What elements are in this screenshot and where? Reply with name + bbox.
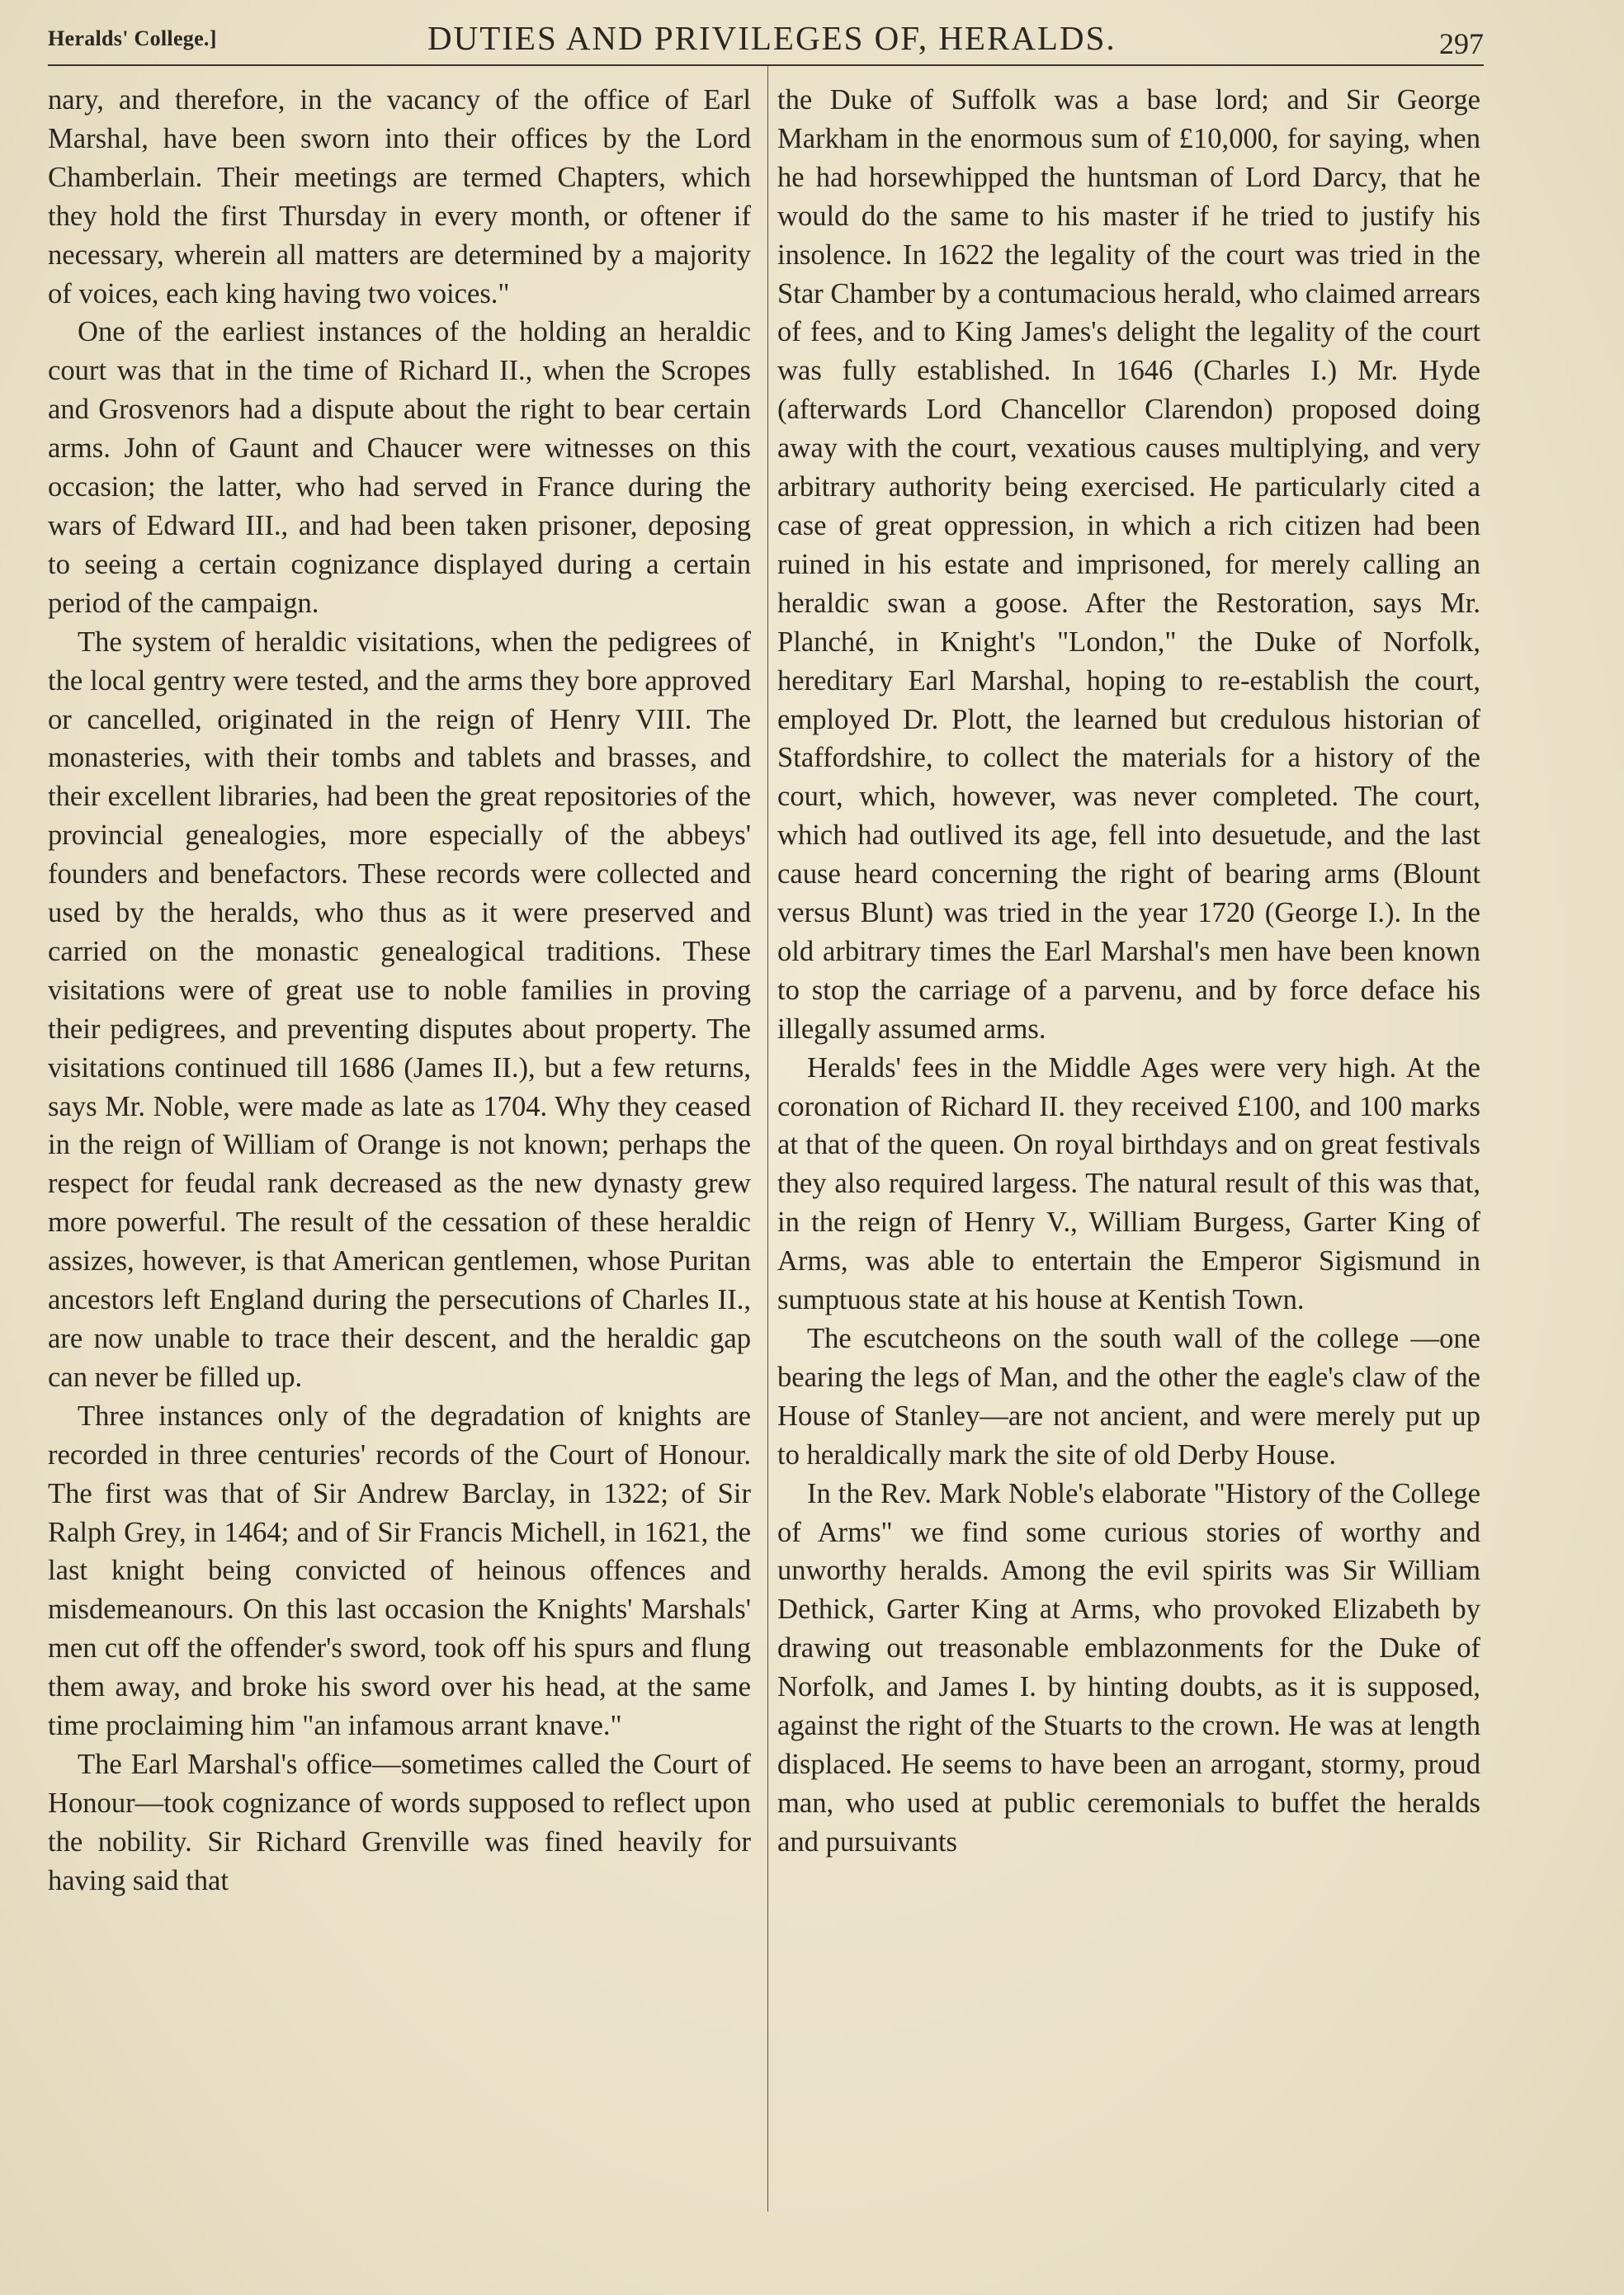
running-head: Heralds' College.] xyxy=(48,26,217,50)
paragraph: Three instances only of the degradation of knights are recorded in three centuries' records of the Court of Honour. The first was that of Sir Andrew Barclay, in 1322; of Sir Ralph Grey, in 1464; and of Sir Francis Michell, in 1621, the last knight being convicted of heinous offences and misdemeanours. On this last occasion the Knights' Marshals' men cut off the offender's sword, took off his spurs and flung them away, and broke his sword over his head, at the same time proclaiming him "an infamous arrant knave." xyxy=(48,1400,751,1742)
paragraph: Heralds' fees in the Middle Ages were very high. At the coronation of Richard II. they received £100, and 100 marks at that of the queen. On royal birthdays and on great festivals they also required largess. The natural result of this was that, in the reign of Henry V., William Burgess, Garter King of Arms, was able to entertain the Emperor Sigismund in sumptuous state at his house at Kentish Town. xyxy=(777,1051,1480,1316)
paragraph: nary, and therefore, in the vacancy of the office of Earl Marshal, have been sworn into their offices by the Lord Chamberlain. Their meetings are termed Chapters, which they hold the first Thursday in every month, or oftener if necessary, wherein all matters are determined by a majority of voices, each king having two voices." xyxy=(48,84,751,309)
paragraph: In the Rev. Mark Noble's elaborate "History of the College of Arms" we find some curious stories of worthy and unworthy heralds. Among the evil spirits was Sir William Dethick, Garter King at Arms, who provoked Elizabeth by drawing out treasonable emblazonments for the Duke of Norfolk, and James I. by hinting doubts, as it is supposed, against the right of the Stuarts to the crown. He was at length displaced. He seems to have been an arrogant, stormy, proud man, who used at public ceremonials to buffet the heralds and pursuivants xyxy=(777,1477,1480,1858)
right-column xyxy=(777,81,1480,1862)
paragraph: The system of heraldic visitations, when the pedigrees of the local gentry were tested, and the arms they bore approved or cancelled, originated in the reign of Henry VIII. The monasteries, with their tombs and tablets and brasses, and their excellent libraries, had been the great repositories of the provincial genealogies, more especially of the abbeys' founders and benefactors. These records were collected and used by the heralds, who thus as it were preserved and carried on the monastic genealogical traditions. These visitations were of great use to noble families in proving their pedigrees, and preventing disputes about property. The visitations continued till 1686 (James II.), but a few returns, says Mr. Noble, were made as late as 1704. Why they ceased in the reign of William of Orange is not known; perhaps the respect for feudal rank decreased as the new dynasty grew more powerful. The result of the cessation of these heraldic assizes, however, is that American gentlemen, whose Puritan ancestors left England during the persecutions of Charles II., are now unable to trace their descent, and the heraldic gap can never be filled up. xyxy=(48,626,751,1393)
paragraph: the Duke of Suffolk was a base lord; and Sir George Markham in the enormous sum of £10,000, for saying, when he had horsewhipped the huntsman of Lord Darcy, that he would do the same to his master if he tried to justify his insolence. In 1622 the legality of the court was tried in the Star Chamber by a contumacious herald, who claimed arrears of fees, and to King James's delight the legality of the court was fully established. In 1646 (Charles I.) Mr. Hyde (afterwards Lord Chancellor Clarendon) proposed doing away with the court, vexatious causes multiplying, and very arbitrary authority being exercised. He particularly cited a case of great oppression, in which a rich citizen had been ruined in his estate and imprisoned, for merely calling an heraldic swan a goose. After the Restoration, says Mr. Planché, in Knight's "London," the Duke of Norfolk, hereditary Earl Marshal, hoping to re-establish the court, employed Dr. Plott, the learned but credulous historian of Staffordshire, to collect the materials for a history of the court, which, however, was never completed. The court, which had outlived its age, fell into desuetude, and the last cause heard concerning the right of bearing arms (Blount versus Blunt) was tried in the year 1720 (George I.). In the old arbitrary times the Earl Marshal's men have been known to stop the carriage of a parvenu, and by force deface his illegally assumed arms. xyxy=(777,84,1480,1045)
left-column xyxy=(48,81,751,1901)
column-divider xyxy=(767,66,768,2212)
header-rule xyxy=(48,64,1484,66)
paragraph: One of the earliest instances of the holding an heraldic court was that in the time of Richard II., when the Scropes and Grosvenors had a dispute about the right to bear certain arms. John of Gaunt and Chaucer were witnesses on this occasion; the latter, who had served in France during the wars of Edward III., and had been taken prisoner, deposing to seeing a certain cognizance displayed during a certain period of the campaign. xyxy=(48,316,751,619)
paragraph: The escutcheons on the south wall of the college —one bearing the legs of Man, and the other the eagle's claw of the House of Stanley—are not ancient, and were merely put up to heraldically mark the site of old Derby House. xyxy=(777,1323,1480,1471)
page-title: DUTIES AND PRIVILEGES OF, HERALDS. xyxy=(427,19,1116,57)
page-number: 297 xyxy=(1439,27,1484,60)
page-header xyxy=(48,18,1484,59)
paragraph: The Earl Marshal's office—sometimes called the Court of Honour—took cognizance of words supposed to reflect upon the nobility. Sir Richard Grenville was fined heavily for having said that xyxy=(48,1748,751,1896)
